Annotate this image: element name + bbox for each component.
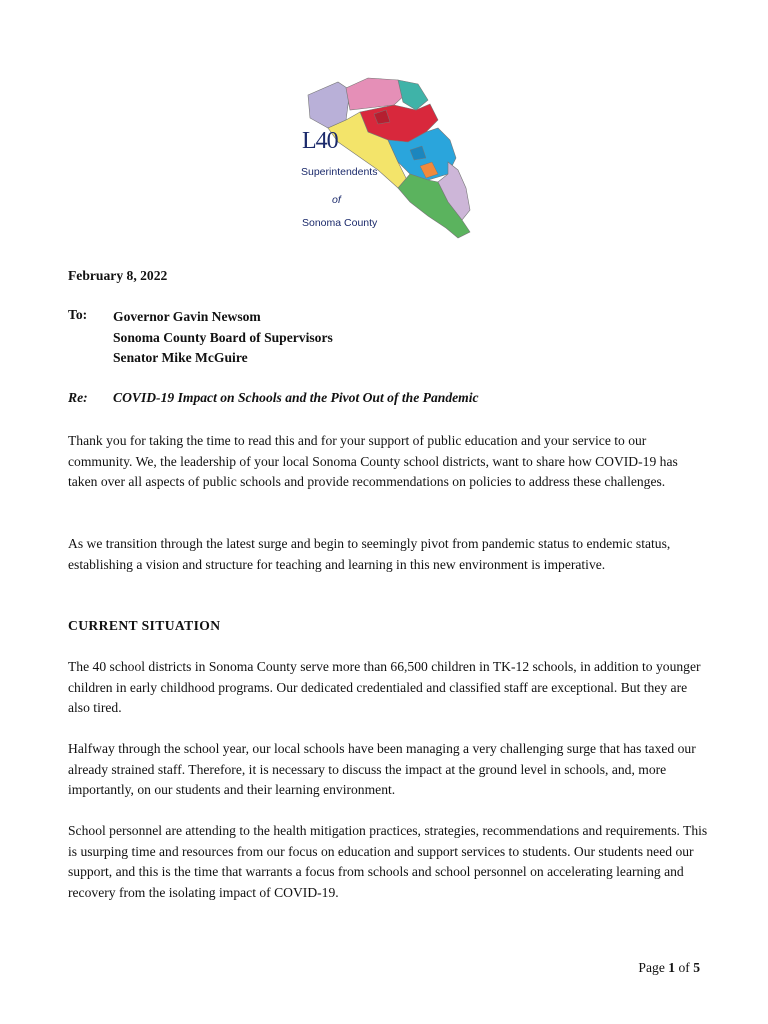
logo-line-of: of: [332, 194, 341, 206]
logo-line-superintendents: Superintendents: [301, 166, 378, 178]
page-total: 5: [693, 960, 700, 975]
re-label: Re:: [68, 390, 88, 405]
recipient-board: Sonoma County Board of Supervisors: [113, 329, 333, 345]
to-label: To:: [68, 307, 88, 322]
transition-paragraph: As we transition through the latest surge and begin to seemingly pivot from pandemic status to endemic status, establishing a vision and structure for teaching and learning in this new environment is imperative.: [68, 536, 671, 572]
surge-paragraph: Halfway through the school year, our local schools have been managing a very challenging surge that has taxed our already strained staff. Therefore, it is necessary to discuss the impact at the ground level in schools, and, more importantly, on our students and their learning environment.: [68, 741, 696, 798]
recipient-list: [113, 307, 333, 369]
section-heading: CURRENT SITUATION: [68, 618, 221, 633]
page-number: [638, 960, 700, 976]
logo-number: L40: [302, 128, 338, 154]
recipient-senator: Senator Mike McGuire: [113, 350, 248, 366]
district-logo: [298, 70, 488, 245]
page-of-word: of: [678, 960, 690, 975]
districts-paragraph: The 40 school districts in Sonoma County serve more than 66,500 children in TK-12 schools, in addition to younger children in early childhood programs. Our dedicated credentialed and classified staff are exceptional. But they are also tired.: [68, 659, 701, 716]
letter-date: February 8, 2022: [68, 268, 168, 283]
subject-line: COVID-19 Impact on Schools and the Pivot Out of the Pandemic: [113, 390, 479, 405]
recipient-governor: Governor Gavin Newsom: [113, 309, 261, 324]
intro-paragraph: Thank you for taking the time to read this and for your support of public education and your service to our community. We, the leadership of your local Sonoma County school districts, want to share how COVID-19 has taken over all aspects of public schools and provide recommendations on policies to address these challenges.: [68, 433, 678, 490]
page-current: 1: [668, 960, 676, 975]
page-word: Page: [638, 960, 665, 975]
logo-line-county: Sonoma County: [302, 217, 378, 229]
personnel-paragraph: School personnel are attending to the health mitigation practices, strategies, recommendations and requirements. This is usurping time and resources from our focus on education and support services to students. Our students need our support, and this is the time that warrants a focus from schools and school personnel on accelerating learning and recovery from the isolating impact of COVID-19.: [68, 823, 708, 900]
